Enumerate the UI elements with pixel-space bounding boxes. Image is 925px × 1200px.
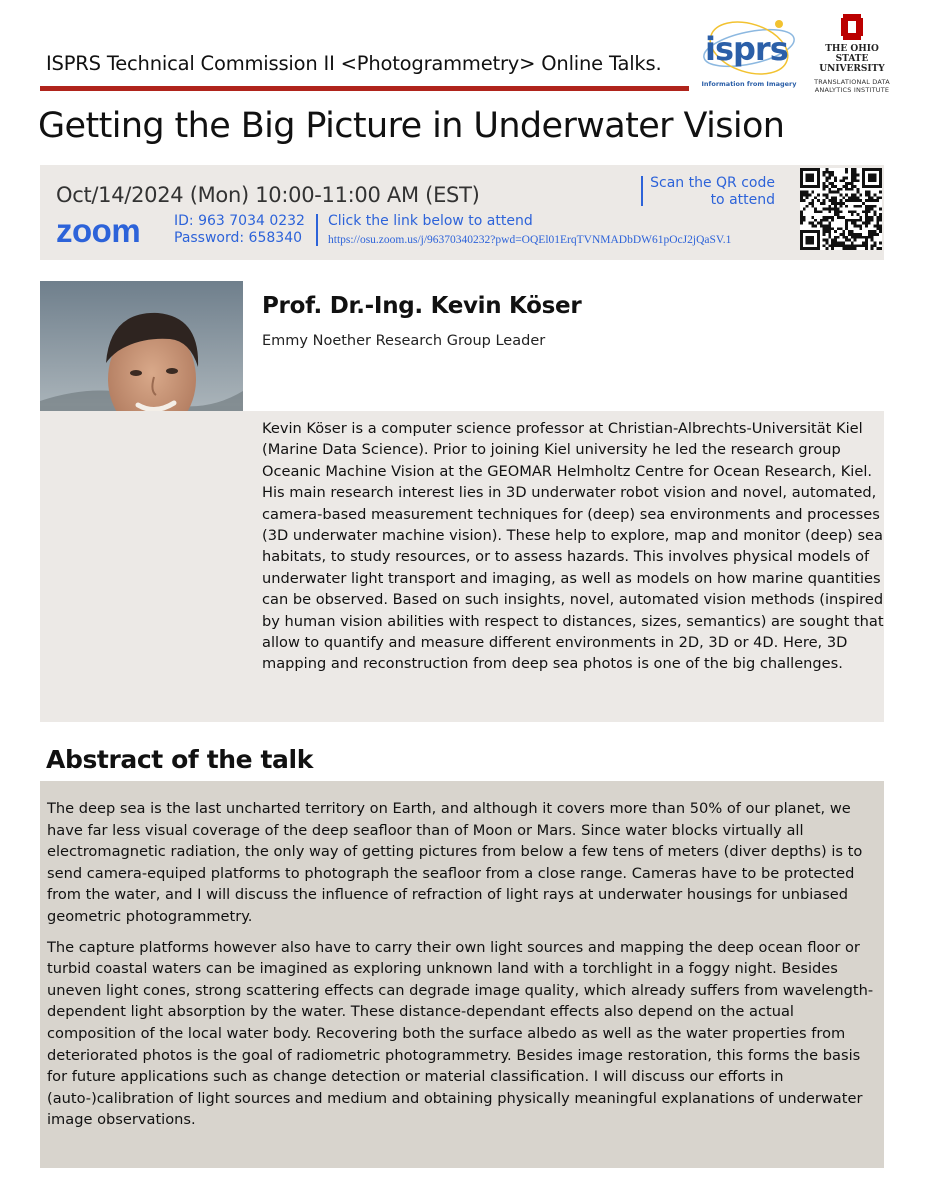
isprs-tagline: Information from Imagery bbox=[701, 80, 797, 88]
meeting-id: ID: 963 7034 0232 bbox=[174, 213, 305, 229]
abstract-paragraph: The deep sea is the last uncharted territory on Earth, and although it covers more than 50% of our planet, we have far less visual coverage of the deep seafloor than of Moon or Mars. Since water blocks virtually all electromagnetic radiation, the only way of getting pictures from below a few tens of meters (diver depths) is to send camera-equiped platforms to photograph the seafloor from a close range. Cameras have to be protected from the water, and I will discuss the influence of refraction of light rays at underwater housings for unbiased geometric photogrammetry. bbox=[47, 800, 863, 925]
abstract-paragraph: The capture platforms however also have to carry their own light sources and mapping the deep ocean floor or turbid coastal waters can be imagined as exploring unknown land with a torchlight in a foggy night. Besides uneven light cones, strong scattering effects can degrade image quality, which already suffers from wavelength-dependent light absorption by the water. These distance-dependant effects also depend on the actual composition of the local water body. Recovering both the surface albedo as well as the water properties from deteriorated photos is the goal of radiometric photogrammetry. Besides image restoration, this forms the basis for future applications such as change detection or material classification. I will discuss our efforts in (auto-)calibration of light sources and medium and obtaining physically meaningful explanations of underwater image observations. bbox=[47, 938, 874, 1129]
abstract-heading: Abstract of the talk bbox=[46, 745, 313, 774]
meeting-credentials bbox=[174, 213, 305, 247]
divider bbox=[316, 214, 318, 246]
osu-name: THE OHIO STATE UNIVERSITY bbox=[819, 44, 885, 74]
qr-code-icon[interactable] bbox=[800, 168, 882, 250]
zoom-logo: zoom bbox=[56, 212, 141, 249]
abstract-body bbox=[47, 798, 884, 1131]
series-title: ISPRS Technical Commission II <Photogrammetry> Online Talks. bbox=[46, 52, 662, 75]
isprs-wordmark: isprs bbox=[705, 30, 788, 68]
talk-title: Getting the Big Picture in Underwater Vision bbox=[38, 106, 785, 146]
header-divider bbox=[40, 86, 689, 91]
osu-institute: TRANSLATIONAL DATA ANALYTICS INSTITUTE bbox=[814, 78, 890, 94]
meeting-password: Password: 658340 bbox=[174, 230, 303, 246]
divider bbox=[641, 176, 643, 206]
speaker-name: Prof. Dr.-Ing. Kevin Köser bbox=[262, 293, 582, 319]
speaker-role: Emmy Noether Research Group Leader bbox=[262, 333, 546, 349]
qr-instruction: Scan the QR code to attend bbox=[650, 175, 775, 208]
attend-instruction: Click the link below to attend bbox=[328, 213, 533, 229]
zoom-link[interactable]: https://osu.zoom.us/j/96370340232?pwd=OQEl01ErqTVNMADbDW61pOcJ2jQaSV.1 bbox=[328, 234, 732, 246]
speaker-bio: Kevin Köser is a computer science professor at Christian-Albrechts-Universität Kiel (Marine Data Science). Prior to joining Kiel university he led the research group Oceanic Machine Vision at the GEOMAR Helmholtz Centre for Ocean Research, Kiel. His main research interest lies in 3D underwater robot vision and novel, automated, camera-based measurement techniques for (deep) sea environments and processes (3D underwater machine vision). These help to explore, map and monitor (deep) sea habitats, to study resources, or to assess hazards. This involves physical models of underwater light transport and imaging, as well as models on how marine quantities can be observed. Based on such insights, novel, automated vision methods (inspired by human vision abilities with respect to distances, sizes, semantics) are sought that allow to quantify and measure different environments in 2D, 3D or 4D. Here, 3D mapping and reconstruction from deep sea photos is one of the big challenges. bbox=[262, 420, 884, 673]
osu-logo bbox=[808, 14, 896, 98]
isprs-logo bbox=[697, 14, 801, 96]
talk-datetime: Oct/14/2024 (Mon) 10:00-11:00 AM (EST) bbox=[56, 183, 480, 207]
osu-block-o-icon bbox=[841, 14, 863, 40]
